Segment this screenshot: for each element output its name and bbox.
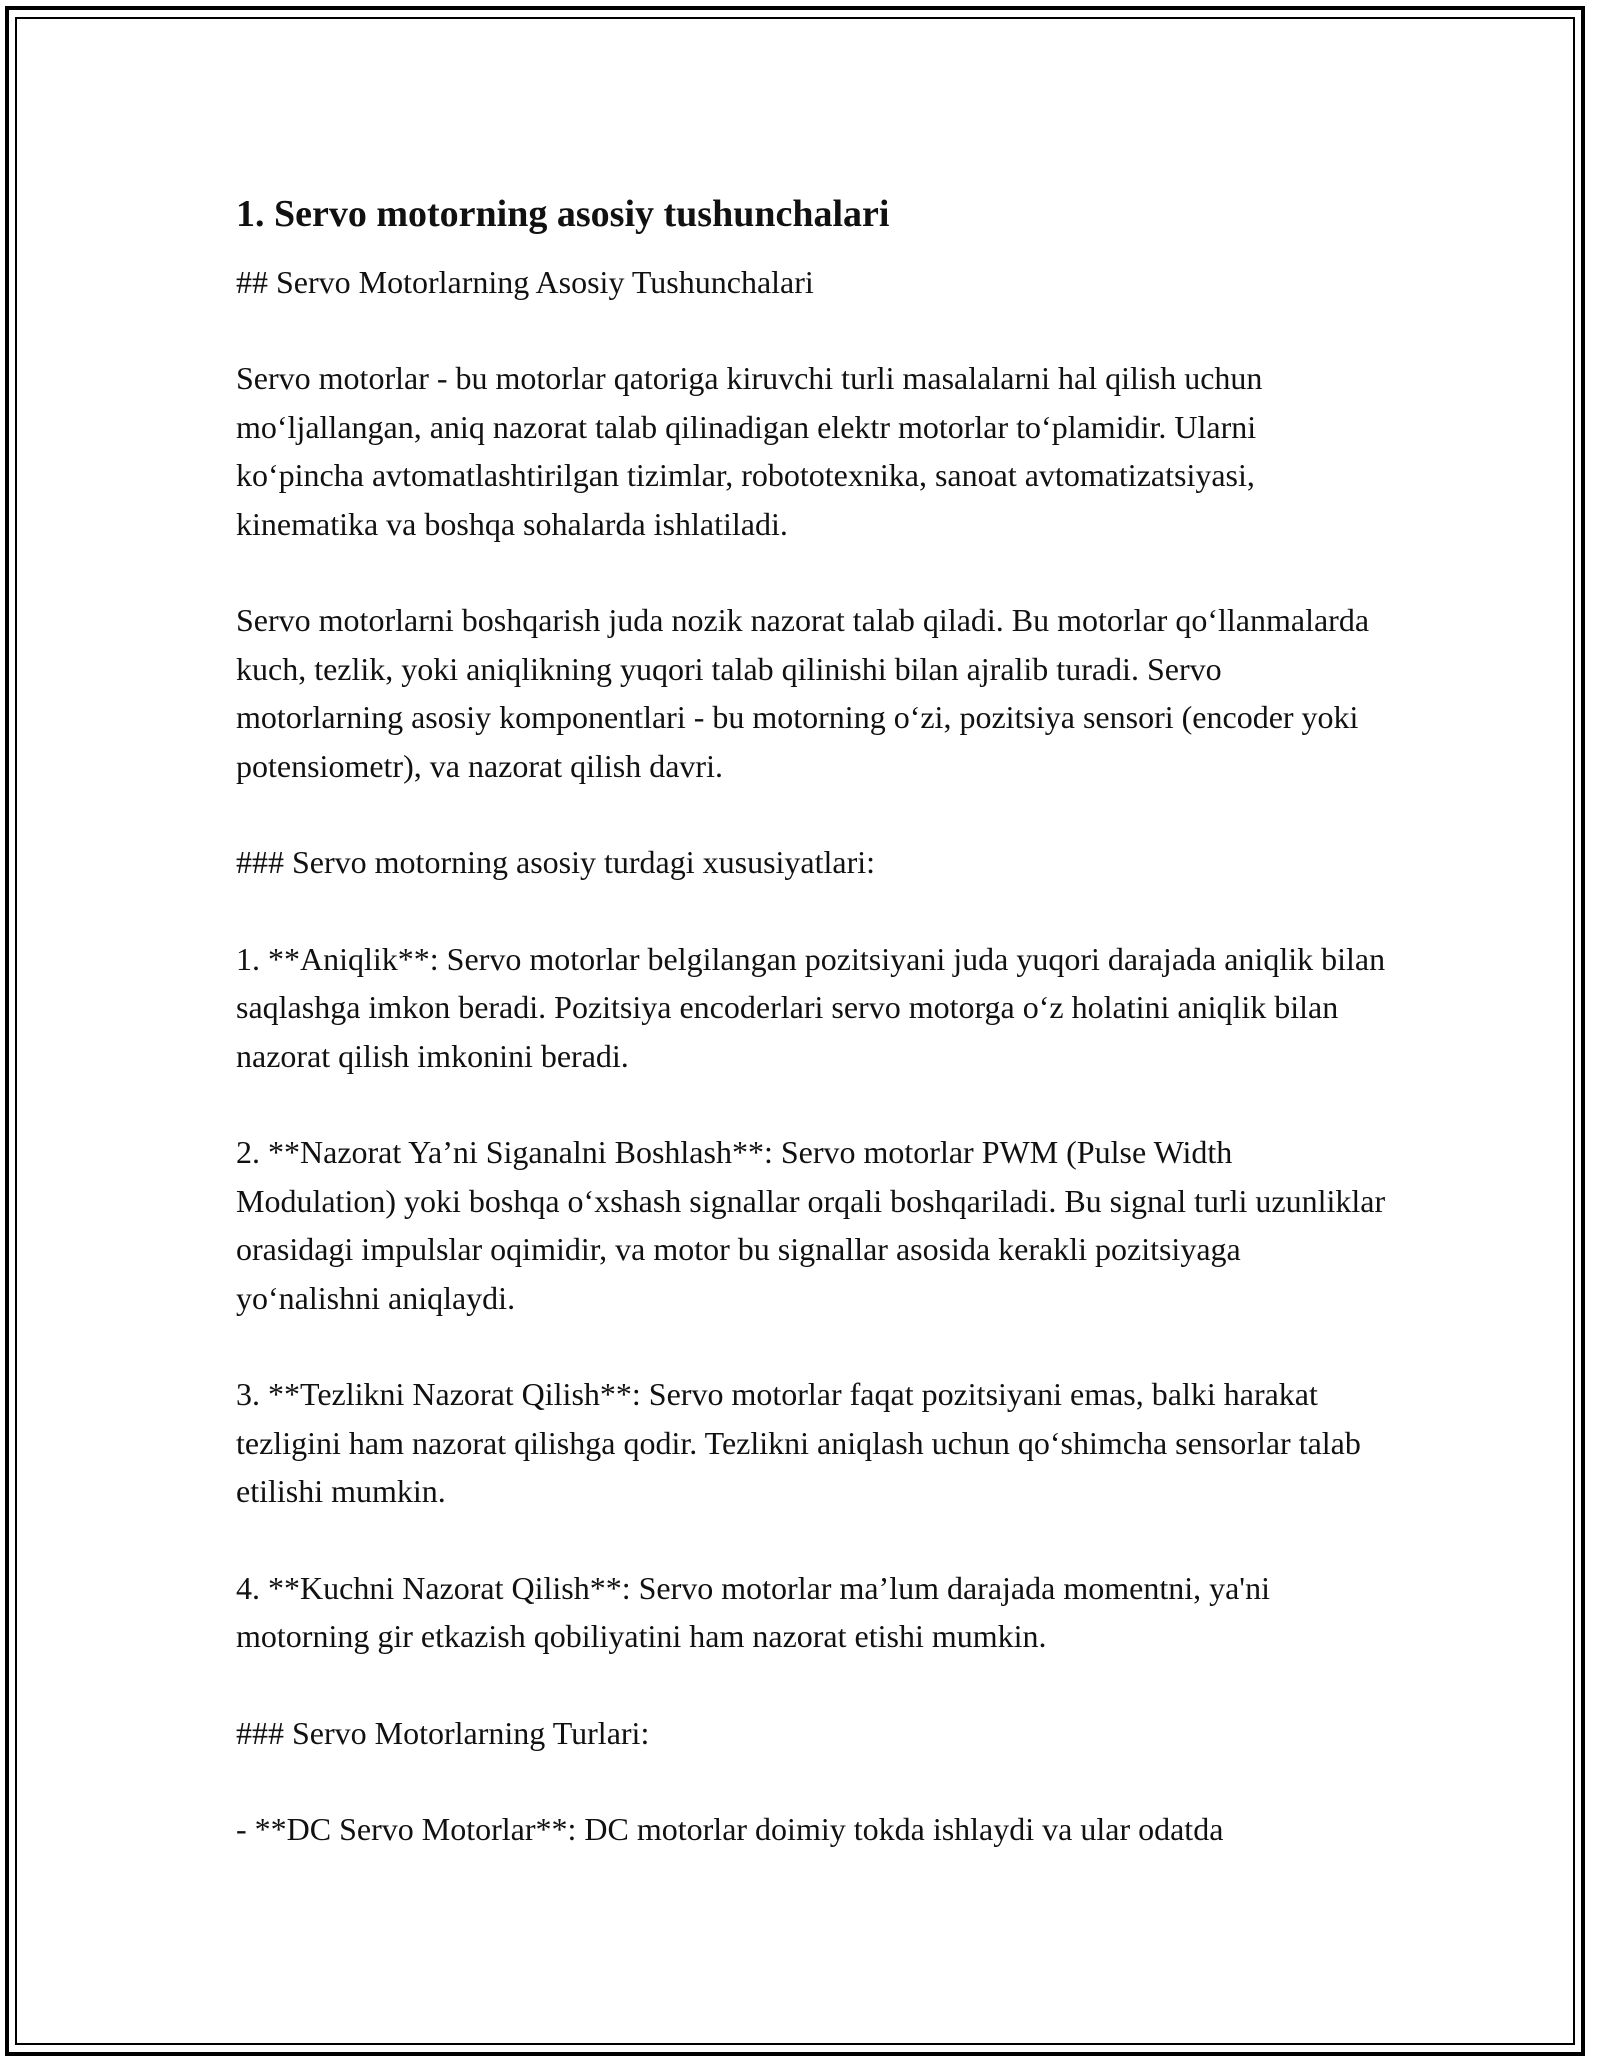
section-heading-types: ### Servo Motorlarning Turlari: — [236, 1714, 650, 1751]
markdown-heading: ## Servo Motorlarning Asosiy Tushunchalari — [236, 264, 814, 300]
paragraph-control: Servo motorlarni boshqarish juda nozik nazorat talab qiladi. Bu motorlar qo‘llanmalarda kuch, tezlik, yoki aniqlikning yuqori talab qilinishi bilan ajralib turadi. Servo motorlarning asosiy komponentlari - bu motorning o‘zi, pozitsiya sensori (encoder yoki potensiometr), va nazorat qilish davri. — [236, 602, 1370, 784]
paragraph-intro: Servo motorlar - bu motorlar qatoriga kiruvchi turli masalalarni hal qilish uchun mo‘ljallangan, aniq nazorat talab qilinadigan elektr motorlar to‘plamidir. Ularni ko‘pincha avtomatlashtirilgan tizimlar, robototexnika, sanoat avtomatizatsiyasi, kinematika va boshqa sohalarda ishlatiladi. — [236, 360, 1263, 542]
list-item-signal-control: 2. **Nazorat Ya’ni Siganalni Boshlash**: Servo motorlar PWM (Pulse Width Modulation) yoki boshqa o‘xshash signallar orqali boshqariladi. Bu signal turli uzunliklar orasidagi impulslar oqimidir, va motor bu signallar asosida kerakli pozitsiyaga yo‘nalishni aniqlaydi. — [236, 1134, 1386, 1316]
list-item-accuracy: 1. **Aniqlik**: Servo motorlar belgilangan pozitsiyani juda yuqori darajada aniqlik bilan saqlashga imkon beradi. Pozitsiya encoderlari servo motorga o‘z holatini aniqlik bilan nazorat qilish imkonini beradi. — [236, 940, 1386, 1074]
list-item-dc-servo: - **DC Servo Motorlar**: DC motorlar doimiy tokda ishlaydi va ular odatda — [236, 1811, 1224, 1847]
document-body — [236, 188, 1386, 1854]
list-item-torque-control: 4. **Kuchni Nazorat Qilish**: Servo motorlar ma’lum darajada momentni, ya'ni motorning gir etkazish qobiliyatini ham nazorat etishi mumkin. — [236, 1569, 1270, 1654]
document-title: 1. Servo motorning asosiy tushunchalari — [236, 193, 890, 235]
list-item-speed-control: 3. **Tezlikni Nazorat Qilish**: Servo motorlar faqat pozitsiyani emas, balki harakat tezligini ham nazorat qilishga qodir. Tezlikni aniqlash uchun qo‘shimcha sensorlar talab etilishi mumkin. — [236, 1376, 1361, 1509]
section-heading-features: ### Servo motorning asosiy turdagi xususiyatlari: — [236, 844, 876, 880]
